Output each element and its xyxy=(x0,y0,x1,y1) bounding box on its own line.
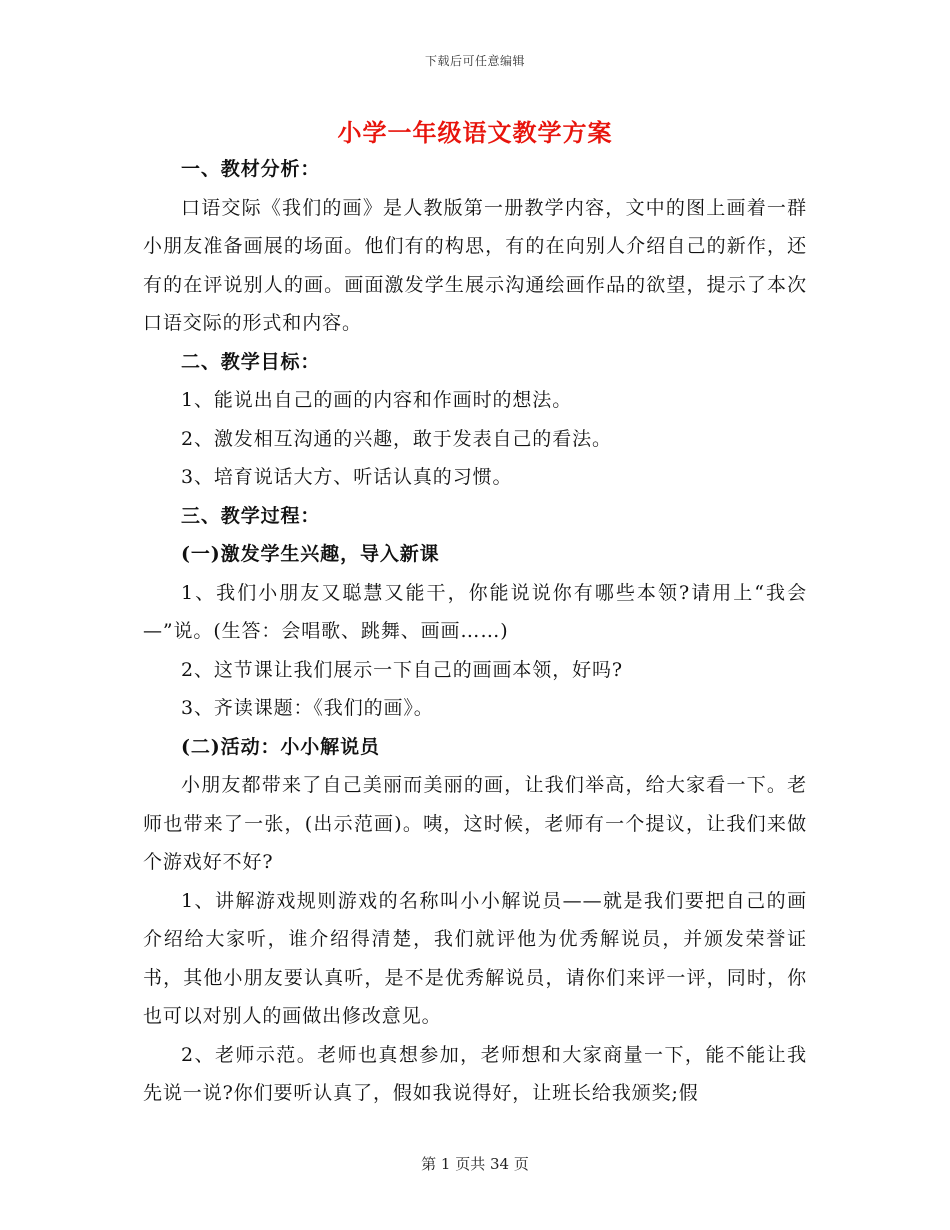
subsection-heading-2: (二)活动：小小解说员 xyxy=(181,735,380,758)
process-step-1: 1、我们小朋友又聪慧又能干，你能说说你有哪些本领?请用上“我会—”说。(生答：会唱歌、跳舞、画画……) xyxy=(143,581,807,642)
activity-intro: 小朋友都带来了自己美丽而美丽的画，让我们举高，给大家看一下。老师也带来了一张，(出示范画)。咦，这时候，老师有一个提议，让我们来做个游戏好不好? xyxy=(143,774,807,873)
section-heading-teaching-goals: 二、教学目标： xyxy=(181,350,321,373)
goal-item-2: 2、激发相互沟通的兴趣，敢于发表自己的看法。 xyxy=(181,427,612,450)
process-step-2: 2、这节课让我们展示一下自己的画画本领，好吗? xyxy=(181,658,623,681)
page-footer: 第 1 页共 34 页 xyxy=(421,1155,529,1173)
document-body xyxy=(143,150,807,1113)
page-header: 下载后可任意编辑 xyxy=(424,54,525,68)
section-heading-material-analysis: 一、教材分析： xyxy=(181,158,321,180)
paragraph-material-analysis: 口语交际《我们的画》是人教版第一册教学内容，文中的图上画着一群小朋友准备画展的场面。他们有的构思，有的在向别人介绍自己的新作，还有的在评说别人的画。画面激发学生展示沟通绘画作品的欲望，提示了本次口语交际的形式和内容。 xyxy=(143,196,807,334)
process-step-3: 3、齐读课题：《我们的画》。 xyxy=(181,697,434,719)
document-title: 小学一年级语文教学方案 xyxy=(337,118,613,147)
subsection-heading-1: (一)激发学生兴趣，导入新课 xyxy=(181,543,440,565)
goal-item-3: 3、培育说话大方、听话认真的习惯。 xyxy=(181,466,513,488)
activity-step-2: 2、老师示范。老师也真想参加，老师想和大家商量一下，能不能让我先说一说?你们要听认真了，假如我说得好，让班长给我颁奖;假 xyxy=(143,1043,807,1104)
section-heading-teaching-process: 三、教学过程： xyxy=(181,504,321,527)
activity-step-1: 1、讲解游戏规则游戏的名称叫小小解说员——就是我们要把自己的画介绍给大家听，谁介绍得清楚，我们就评他为优秀解说员，并颁发荣誉证书，其他小朋友要认真听，是不是优秀解说员，请你们来评一评，同时，你也可以对别人的画做出修改意见。 xyxy=(143,889,807,1027)
goal-item-1: 1、能说出自己的画的内容和作画时的想法。 xyxy=(181,389,573,411)
